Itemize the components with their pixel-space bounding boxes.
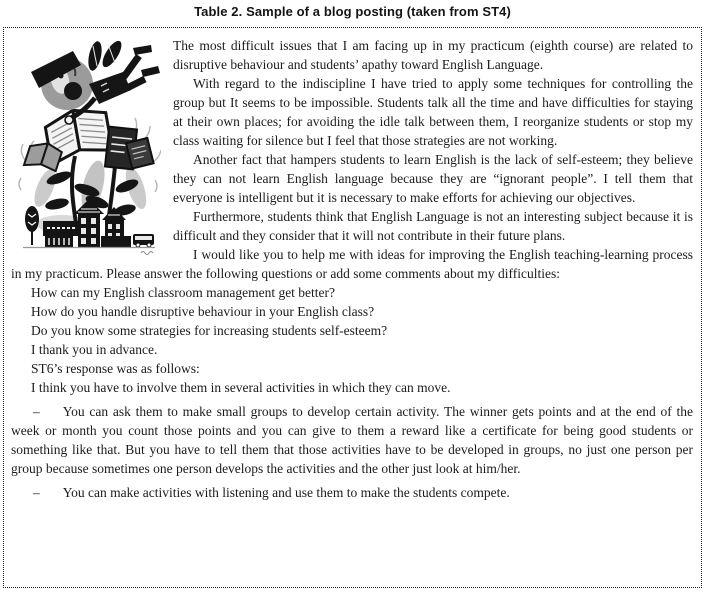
blog-paragraph: Furthermore, students think that English Language is not an interesting subject because it is difficult and they consider that it will not contribute in their future plans. — [173, 209, 693, 243]
blog-illustration — [15, 38, 161, 259]
artist-signature-squiggle — [141, 252, 153, 255]
figure-hand — [65, 116, 73, 124]
blog-post-box — [3, 27, 702, 588]
blog-paragraph: Another fact that hampers students to learn English is the lack of self-esteem; they believe they can not learn English language because they are “ignorant people”. I tell them that everyone is intelligent but it is necessary to make efforts for achieving our objectives. — [173, 152, 693, 205]
bullet-item — [11, 483, 693, 502]
response-intro: ST6’s response was as follows: — [31, 361, 200, 376]
blog-question: How can my English classroom management get better? — [31, 285, 336, 300]
wing-leaves — [86, 38, 125, 72]
book-flowers-illustration-svg — [15, 38, 161, 259]
blog-question: Do you know some strategies for increasing students self-esteem? — [31, 323, 388, 338]
blog-paragraph: I would like you to help me with ideas for improving the English teaching-learning process in my practicum. Please answer the following questions or add some comments about my difficulties: — [11, 247, 693, 281]
bus — [133, 234, 154, 247]
blog-paragraph: The most difficult issues that I am facing up in my practicum (eighth course) are related to disruptive behaviour and students’ apathy toward English Language. — [173, 38, 693, 72]
bullet-item — [11, 402, 693, 478]
bullet-text: You can ask them to make small groups to develop certain activity. The winner gets points and at the end of the week or month you count those points and you can give to them a reward like a certificate for being good students or something like that. But you have to tell them that those activities have to be developed in groups, no just one person per group because sometimes one person develops the activities and the other just look at him/her. — [11, 404, 693, 476]
table-caption — [0, 4, 705, 19]
bullet-dash: – — [33, 485, 40, 500]
bullet-text: You can make activities with listening and use them to make the students compete. — [62, 485, 510, 500]
blog-paragraph: With regard to the indiscipline I have tried to apply some techniques for controlling the group but It seems to be impossible. Students talk all the time and have difficulties for staying at their own places; for avoiding the idle talk between them, I reorganize students or stop my class waiting for silence but I feel that those strategies are not working. — [173, 76, 693, 148]
small-closed-book — [126, 138, 154, 169]
table-caption-title: Sample of a blog posting (taken from ST4) — [246, 4, 511, 19]
blog-question: How do you handle disruptive behaviour in your English class? — [31, 304, 375, 319]
blog-paragraph: I thank you in advance. — [31, 342, 158, 357]
bullet-dash: – — [33, 404, 40, 419]
tree — [25, 206, 39, 232]
response-paragraph: I think you have to involve them in several activities in which they can move. — [31, 380, 451, 395]
table-caption-label: Table 2. — [194, 4, 243, 19]
